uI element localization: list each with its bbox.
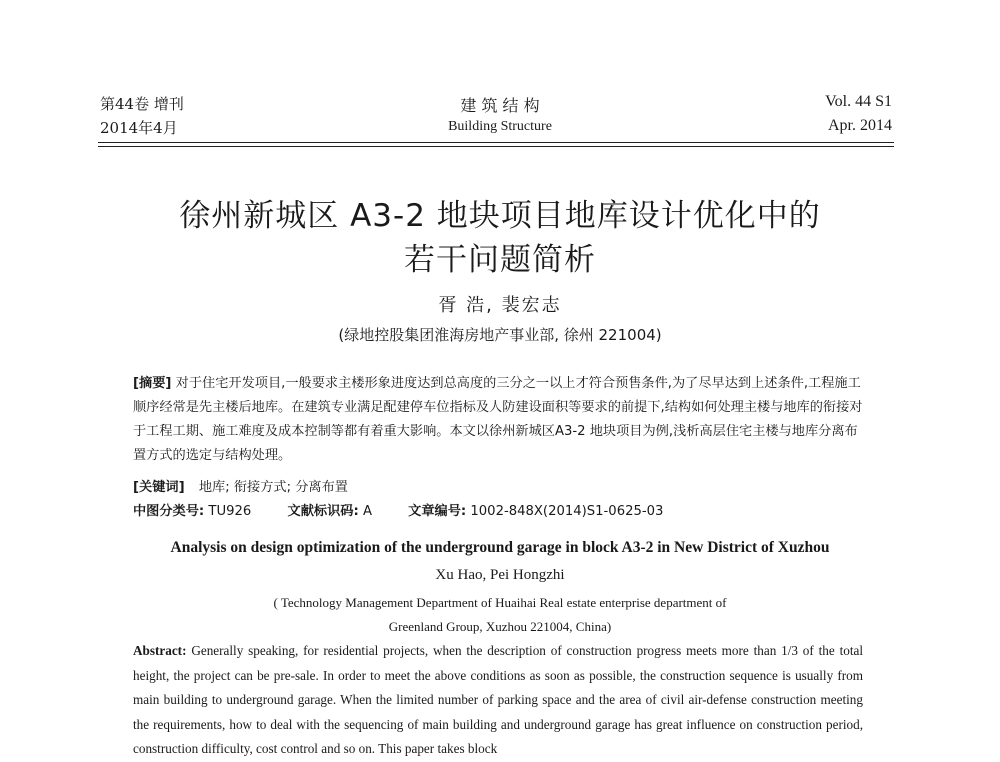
authors-cn: 胥 浩, 裴宏志 xyxy=(438,295,562,316)
volume-en: Vol. 44 S1 xyxy=(825,93,892,110)
journal-title-cn: 建 筑 结 构 xyxy=(460,96,540,115)
paper-title-line1: 徐州新城区 A3-2 地块项目地库设计优化中的 xyxy=(179,198,821,234)
clc-value: TU926 xyxy=(208,504,252,519)
abstract-en-text: Generally speaking, for residential projects, when the description of construction progress meets more than 1/3 of the total height, the project can be pre-sale. In order to meet the above conditions as soon as possible, the construction sequence is usually from main building to underground garage. When the limited number of parking space and the area of civil air-defense construction meeting the requirements, how to deal with the sequencing of main building and underground garage has great influence on construction period, construction difficulty, cost control and so on. This paper takes block xyxy=(133,643,864,756)
date-cn: 2014年4月 xyxy=(100,119,178,137)
keywords-cn xyxy=(133,476,348,495)
abstract-en-label: Abstract: xyxy=(133,643,187,658)
header-rule-top xyxy=(98,142,894,143)
abstract-en xyxy=(133,639,863,762)
abstract-cn xyxy=(133,372,868,468)
journal-title-en: Building Structure xyxy=(448,119,552,134)
abstract-cn-text: 对于住宅开发项目,一般要求主楼形象进度达到总高度的三分之一以上才符合预售条件,为了尽早达到上述条件,工程施工顺序经常是先主楼后地库。在建筑专业满足配建停车位指标及人防建设面积等要求的前提下,结构如何处理主楼与地库的衔接对于工程工期、施工难度及成本控制等都有着重大影响。本文以徐州新城区A3-2 地块项目为例,浅析高层住宅主楼与地库分离布置方式的选定与结构处理。 xyxy=(133,376,863,463)
affiliation-cn: (绿地控股集团淮海房地产事业部, 徐州 221004) xyxy=(338,326,662,344)
authors-en: Xu Hao, Pei Hongzhi xyxy=(435,567,565,583)
clc-label: 中图分类号: xyxy=(133,504,205,519)
article-number-label: 文章编号: xyxy=(408,504,467,519)
date-en: Apr. 2014 xyxy=(828,117,892,134)
paper-title-en: Analysis on design optimization of the underground garage in block A3-2 in New District of Xuzhou xyxy=(170,539,830,556)
doc-code-value: A xyxy=(362,504,372,519)
issue-cn: 第44卷 增刊 xyxy=(100,95,184,113)
abstract-cn-label: [摘要] xyxy=(133,376,172,391)
keywords-cn-label: [关键词] xyxy=(133,480,185,495)
keywords-cn-text: 地库; 衔接方式; 分离布置 xyxy=(198,480,348,495)
classification-line xyxy=(133,500,663,519)
affiliation-en-line1: ( Technology Management Department of Huaihai Real estate enterprise department of xyxy=(273,595,727,610)
affiliation-en-line2: Greenland Group, Xuzhou 221004, China) xyxy=(388,619,612,634)
paper-title-line2: 若干问题简析 xyxy=(404,242,596,278)
doc-code-label: 文献标识码: xyxy=(287,504,359,519)
header-rule-bottom xyxy=(98,146,894,147)
article-number-value: 1002-848X(2014)S1-0625-03 xyxy=(470,504,664,519)
